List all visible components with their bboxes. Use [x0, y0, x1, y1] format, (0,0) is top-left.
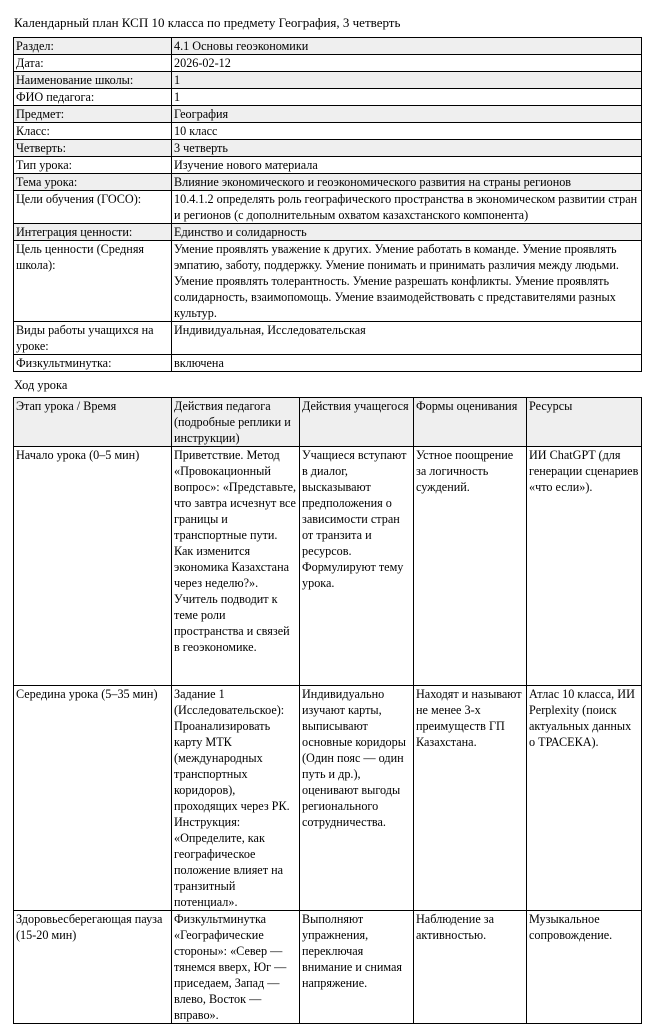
- info-label: Физкультминутка:: [14, 355, 172, 372]
- lesson-header-cell: Формы оценивания: [414, 398, 527, 447]
- info-label: Тема урока:: [14, 174, 172, 191]
- info-label: Раздел:: [14, 38, 172, 55]
- lesson-cell: Начало урока (0–5 мин): [14, 447, 172, 686]
- info-label: Интеграция ценности:: [14, 224, 172, 241]
- info-row: [14, 241, 642, 322]
- info-row: [14, 89, 642, 106]
- info-value: Изучение нового материала: [172, 157, 642, 174]
- info-row: [14, 157, 642, 174]
- info-row: [14, 140, 642, 157]
- info-label: Цели обучения (ГОСО):: [14, 191, 172, 224]
- lesson-header-cell: Этап урока / Время: [14, 398, 172, 447]
- lesson-cell: ИИ ChatGPT (для генерации сценариев «что если»).: [527, 447, 642, 686]
- info-row: [14, 224, 642, 241]
- info-label: Класс:: [14, 123, 172, 140]
- lesson-cell: Наблюдение за активностью.: [414, 911, 527, 1024]
- info-row: [14, 72, 642, 89]
- lesson-header-cell: Ресурсы: [527, 398, 642, 447]
- info-value: включена: [172, 355, 642, 372]
- info-row: [14, 174, 642, 191]
- info-label: ФИО педагога:: [14, 89, 172, 106]
- lesson-header-row: [14, 398, 642, 447]
- info-label: Тип урока:: [14, 157, 172, 174]
- lesson-row: [14, 686, 642, 911]
- lesson-cell: Индивидуально изучают карты, выписывают основные коридоры (Один пояс — один путь и др.), оценивают выгоды регионального сотрудничества.: [300, 686, 414, 911]
- lesson-cell: Приветствие. Метод «Провокационный вопрос»: «Представьте, что завтра исчезнут все границы и транспортные пути. Как изменится экономика Казахстана через неделю?». Учитель подводит к теме роли пространства и связей в геоэкономике.: [172, 447, 300, 686]
- lesson-cell: Находят и называют не менее 3-х преимуществ ГП Казахстана.: [414, 686, 527, 911]
- info-row: [14, 191, 642, 224]
- lesson-cell: Устное поощрение за логичность суждений.: [414, 447, 527, 686]
- lesson-caption: Ход урока: [14, 378, 68, 392]
- info-value: Единство и солидарность: [172, 224, 642, 241]
- lesson-cell: Учащиеся вступают в диалог, высказывают предположения о зависимости стран от транзита и ресурсов. Формулируют тему урока.: [300, 447, 414, 686]
- lesson-cell: Задание 1 (Исследовательское): Проанализировать карту МТК (международных транспортных коридоров), проходящих через РК. Инструкция: «Определите, как географическое положение влияет на транзитный потенциал».: [172, 686, 300, 911]
- info-value: 4.1 Основы геоэкономики: [172, 38, 642, 55]
- lesson-cell: Здоровьесберегающая пауза (15-20 мин): [14, 911, 172, 1024]
- info-label: Наименование школы:: [14, 72, 172, 89]
- info-value: 1: [172, 89, 642, 106]
- info-label: Четверть:: [14, 140, 172, 157]
- info-value: Умение проявлять уважение к других. Умение работать в команде. Умение проявлять эмпатию, заботу, поддержку. Умение понимать и принимать различия между людьми. Умение проявлять толерантность. Умение разрешать конфликты. Умение проявлять солидарность, взаимопомощь. Умение взаимодействовать с представителями разных культур.: [172, 241, 642, 322]
- lesson-row: [14, 447, 642, 686]
- info-row: [14, 38, 642, 55]
- info-value: 3 четверть: [172, 140, 642, 157]
- info-value: 2026-02-12: [172, 55, 642, 72]
- info-value: 1: [172, 72, 642, 89]
- lesson-cell: Середина урока (5–35 мин): [14, 686, 172, 911]
- lesson-cell: Выполняют упражнения, переключая внимание и снимая напряжение.: [300, 911, 414, 1024]
- document-title: Календарный план КСП 10 класса по предмету География, 3 четверть: [14, 15, 401, 30]
- info-row: [14, 123, 642, 140]
- lesson-cell: Атлас 10 класса, ИИ Perplexity (поиск актуальных данных о ТРАСЕКА).: [527, 686, 642, 911]
- info-label: Цель ценности (Средняя школа):: [14, 241, 172, 322]
- info-value: 10.4.1.2 определять роль географического пространства в экономическом развитии стран и регионов (с дополнительным охватом казахстанского компонента): [172, 191, 642, 224]
- info-label: Виды работы учащихся на уроке:: [14, 322, 172, 355]
- info-value: География: [172, 106, 642, 123]
- lesson-header-cell: Действия учащегося: [300, 398, 414, 447]
- info-row: [14, 355, 642, 372]
- lesson-row: [14, 911, 642, 1024]
- info-label: Дата:: [14, 55, 172, 72]
- lesson-table: [13, 397, 642, 1024]
- info-row: [14, 322, 642, 355]
- info-value: 10 класс: [172, 123, 642, 140]
- info-row: [14, 55, 642, 72]
- info-table: [13, 37, 642, 372]
- info-row: [14, 106, 642, 123]
- lesson-header-cell: Действия педагога (подробные реплики и инструкции): [172, 398, 300, 447]
- lesson-cell: Физкультминутка «Географические стороны»: «Север — тянемся вверх, Юг — приседаем, Запад — влево, Восток — вправо».: [172, 911, 300, 1024]
- info-label: Предмет:: [14, 106, 172, 123]
- info-value: Индивидуальная, Исследовательская: [172, 322, 642, 355]
- lesson-cell: Музыкальное сопровождение.: [527, 911, 642, 1024]
- info-value: Влияние экономического и геоэкономического развития на страны регионов: [172, 174, 642, 191]
